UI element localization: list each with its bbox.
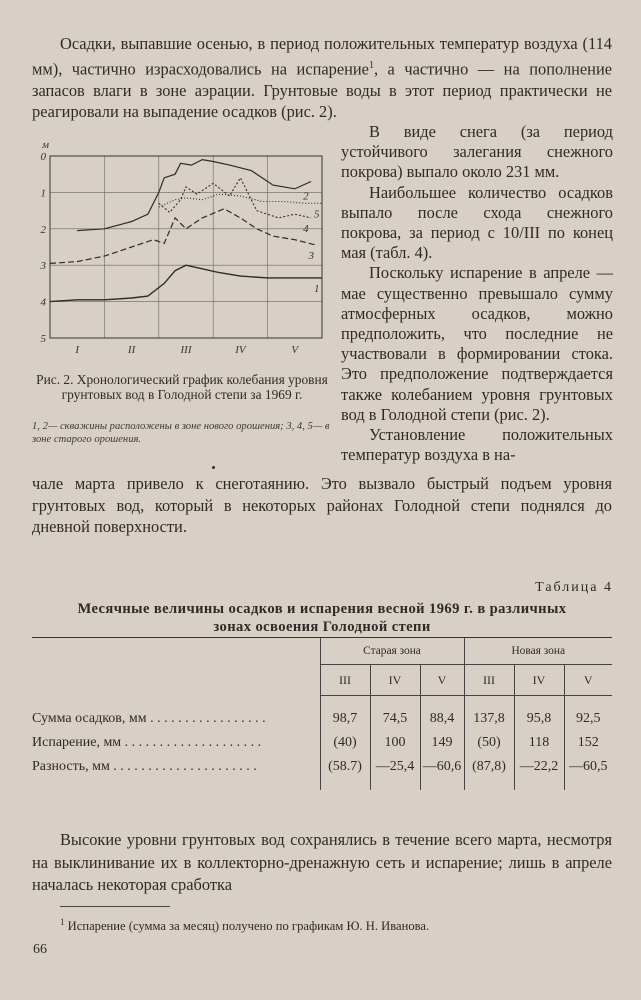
zone-header: Новая зона xyxy=(464,638,612,665)
figure-legend: 1, 2— скважины расположены в зоне нового орошения; 3, 4, 5— в зоне старого орошения. xyxy=(32,421,330,445)
table-cell: 74,5 xyxy=(370,707,420,731)
y-tick-label: 4 xyxy=(40,296,46,309)
table-cell: 88,4 xyxy=(420,707,464,731)
zone-header: Старая зона xyxy=(320,638,464,665)
table-cell: —60,5 xyxy=(564,755,612,779)
x-tick-label: IV xyxy=(235,344,246,356)
y-tick-label: 5 xyxy=(40,333,46,345)
chart-grid xyxy=(50,156,322,338)
intro-paragraph: Осадки, выпавшие осенью, в период положительных температур воздуха (114 мм), частично израсходовались на испарение$^1$, а частично — на пополнение запасов влаги в зоне аэрации. Грунтовые воды в этот период практически не реагировали на выпадение осадков (рис. 2). xyxy=(32,34,612,122)
chart-frame xyxy=(50,156,322,338)
series-label-1: 1 xyxy=(314,282,320,295)
chart-series xyxy=(50,160,322,302)
table-cell: 152 xyxy=(564,731,612,755)
table-cell: (40) xyxy=(320,731,370,755)
month-header: V xyxy=(420,665,464,696)
row-label: Сумма осадков, мм . . . . . . . . . . . . . . . . . xyxy=(32,711,266,726)
x-tick-label: I xyxy=(75,344,80,356)
right-paragraph: Поскольку испарение в апреле — мае существенно превышало сумму атмосферных осадков, можно предположить, что последние не участвовали в формировании стока. Это предположение подтверждается также колебанием уровня грунтовых вод в Голодной степи (рис. 2). xyxy=(341,263,613,424)
table-row xyxy=(32,707,612,731)
right-paragraph: В виде снега (за период устойчивого залегания снежного покрова) выпало около 231 мм. xyxy=(341,122,613,182)
table-cell: —25,4 xyxy=(370,755,420,779)
y-tick-label: 1 xyxy=(40,187,46,200)
month-header: V xyxy=(564,665,612,696)
x-tick-label: II xyxy=(127,344,136,356)
table-cell: 118 xyxy=(514,731,564,755)
table-header-months xyxy=(32,665,612,696)
series-label-2: 2 xyxy=(303,190,309,203)
row-label: Испарение, мм . . . . . . . . . . . . . . . . . . . . xyxy=(32,735,262,750)
series-label-3: 3 xyxy=(308,250,315,263)
table-cell: 95,8 xyxy=(514,707,564,731)
series-label-4: 4 xyxy=(303,222,309,235)
table-row xyxy=(32,731,612,755)
footnote: $^1$ Испарение (сумма за месяц) получено по графикам Ю. Н. Иванова. xyxy=(60,917,430,934)
figure-caption: Рис. 2. Хронологический график колебания уровня грунтовых вод в Голодной степи за 1969 г. xyxy=(36,372,328,402)
right-paragraph: Наибольшее количество осадков выпало после схода снежного покрова, за период с 10/III по конец мая (табл. 4). xyxy=(341,182,613,263)
closing-paragraph: Высокие уровни грунтовых вод сохранялись в течение всего марта, несмотря на выклинивание их в коллекторно-дренажную сеть и испарение; лишь в апреле началась некоторая сработка xyxy=(32,830,612,895)
right-column xyxy=(341,122,613,465)
table-cell: 100 xyxy=(370,731,420,755)
row-label: Разность, мм . . . . . . . . . . . . . . . . . . . . . xyxy=(32,759,257,774)
month-header: IV xyxy=(370,665,420,696)
groundwater-chart xyxy=(32,138,332,363)
table-header-zones xyxy=(32,638,612,665)
y-tick-label: 3 xyxy=(40,260,46,273)
y-tick-label: 0 xyxy=(40,151,46,163)
table-row xyxy=(32,755,612,779)
table-cell: —60,6 xyxy=(420,755,464,779)
series-line-5 xyxy=(159,194,322,207)
x-tick-label: III xyxy=(180,344,192,356)
table-cell: (58.7) xyxy=(320,755,370,779)
month-header: III xyxy=(464,665,514,696)
series-label-5: 5 xyxy=(314,208,320,221)
table-cell: 92,5 xyxy=(564,707,612,731)
table-label: Таблица 4 xyxy=(535,580,613,595)
footnote-rule xyxy=(60,906,170,907)
table-cell: 98,7 xyxy=(320,707,370,731)
table-cell: (50) xyxy=(464,731,514,755)
table-cell: 137,8 xyxy=(464,707,514,731)
footnote-marker: 1 xyxy=(368,59,374,71)
chart-axes xyxy=(50,156,322,338)
continuation-paragraph: чале марта привело к снеготаянию. Это вызвало быстрый подъем уровня грунтовых вод, который в некоторых районах Голодной степи поднялся до дневной поверхности. xyxy=(32,474,612,537)
month-header: III xyxy=(320,665,370,696)
right-paragraph: Установление положительных температур воздуха в на- xyxy=(341,425,613,465)
month-header: IV xyxy=(514,665,564,696)
x-tick-label: V xyxy=(291,344,299,356)
precipitation-table xyxy=(32,637,612,790)
y-tick-label: 2 xyxy=(40,223,46,236)
print-dot xyxy=(212,466,215,469)
table-title: Месячные величины осадков и испарения весной 1969 г. в различных зонах освоения Голодной степи xyxy=(77,601,567,635)
page-number: 66 xyxy=(33,942,47,957)
y-axis-label: м xyxy=(42,139,50,151)
series-line-4 xyxy=(159,178,311,218)
series-line-2 xyxy=(77,160,311,231)
series-line-1 xyxy=(50,265,322,301)
table-cell: —22,2 xyxy=(514,755,564,779)
table-cell: (87,8) xyxy=(464,755,514,779)
chart-ticks xyxy=(40,139,300,356)
table-cell: 149 xyxy=(420,731,464,755)
